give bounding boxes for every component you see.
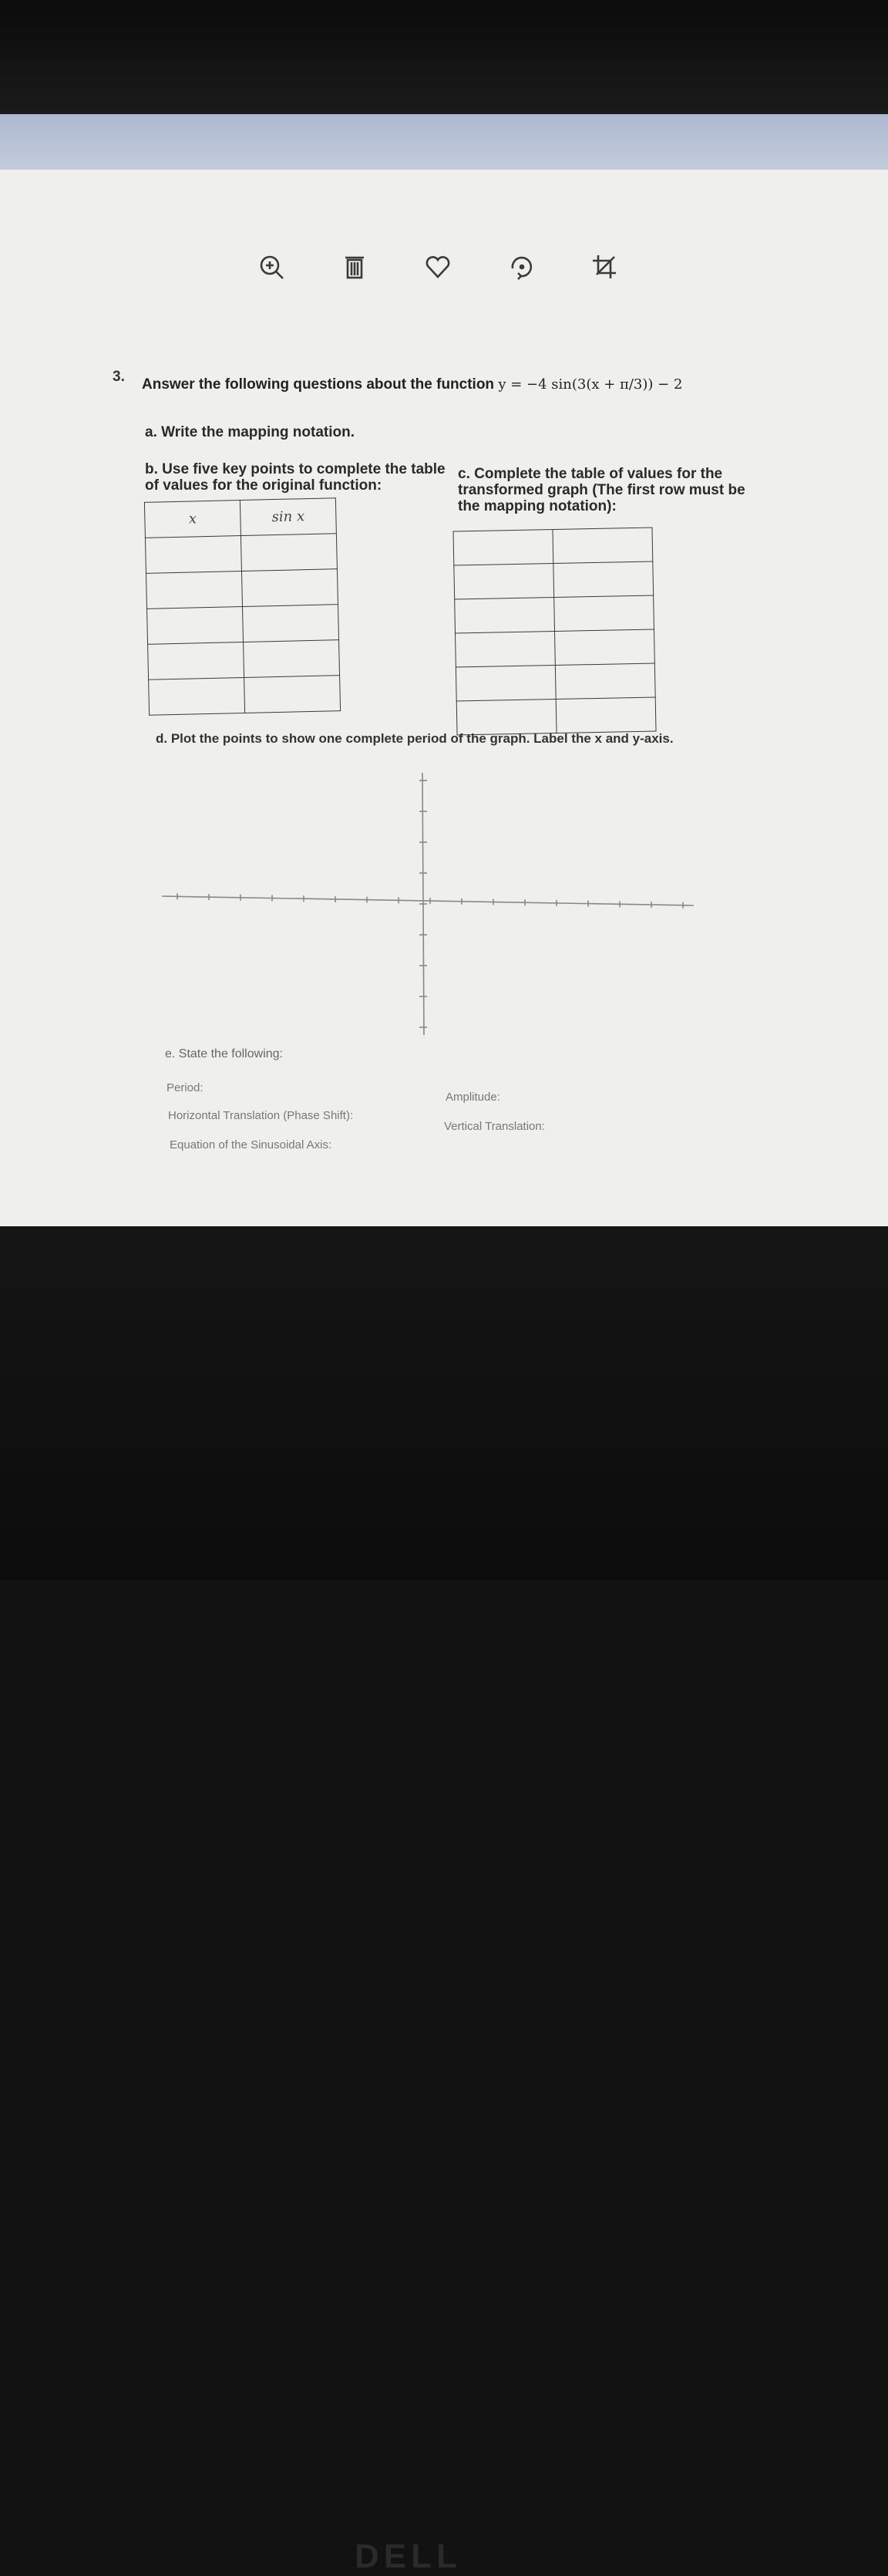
table-cell[interactable] [553,561,654,597]
image-viewer [0,170,888,1226]
table-row [147,605,339,645]
table-row [148,640,340,680]
part-e-text: e. State the following: [165,1047,283,1060]
table-row [146,569,338,609]
coordinate-axes [162,773,694,1035]
crop-icon[interactable] [587,250,621,284]
window-title-band [0,114,888,170]
table-cell[interactable] [555,629,655,665]
table-cell[interactable] [148,642,244,679]
table-row [456,663,655,701]
x-axis [162,896,694,905]
table-cell[interactable] [554,595,654,631]
question-number: 3. [113,369,125,385]
photo-background-top [0,0,888,114]
question-prompt-text: Answer the following questions about the function [142,376,495,393]
question-prompt [142,376,682,393]
favorite-icon[interactable] [421,250,455,284]
period-label: Period: [166,1081,204,1094]
original-values-table [144,497,341,716]
table-cell[interactable] [244,676,341,713]
zoom-in-icon[interactable] [254,250,288,284]
delete-icon[interactable] [338,250,372,284]
amplitude-label: Amplitude: [446,1091,500,1104]
header-x: x [144,501,240,538]
table-cell[interactable] [146,572,242,609]
table-cell[interactable] [145,536,241,574]
monitor-screen [0,114,888,1226]
table-cell[interactable] [147,607,244,645]
table-cell[interactable] [453,530,553,565]
transformed-values-table [452,528,656,736]
table-cell[interactable] [240,534,337,572]
rotate-icon[interactable] [504,250,538,284]
table-cell[interactable] [244,640,340,678]
table-row [453,528,653,565]
table-row [456,697,656,735]
table-cell[interactable] [454,564,554,599]
table-row [456,629,655,667]
vertical-translation-label: Vertical Translation: [444,1120,545,1133]
laptop-bezel [0,1226,888,2575]
part-a-text: a. Write the mapping notation. [145,424,355,440]
table-cell[interactable] [455,598,555,633]
table-cell[interactable] [241,569,338,607]
table-cell[interactable] [243,605,339,642]
table-cell[interactable] [456,665,556,700]
table-cell[interactable] [555,663,655,699]
part-d-text: d. Plot the points to show one complete period of the graph. Label the x and y-axis. [156,731,674,746]
table-cell[interactable] [553,528,653,563]
blank-graph-grid [162,773,694,1035]
part-b-text: b. Use five key points to complete the table of values for the original function: [145,461,446,494]
table-cell[interactable] [456,699,557,734]
dell-logo: DELL [355,2537,462,2575]
function-equation: y = −4 sin(3(x + π/3)) − 2 [498,376,683,393]
table-row [145,534,337,574]
header-sin-x: sin x [240,498,336,536]
table-cell[interactable] [556,697,656,733]
table-row [144,498,336,538]
horizontal-translation-label: Horizontal Translation (Phase Shift): [168,1109,354,1122]
table-row [149,676,341,716]
table-cell[interactable] [456,632,556,667]
table-cell[interactable] [149,677,245,715]
part-c-text: c. Complete the table of values for the transformed graph (The first row must be the mapping notation): [458,466,745,514]
sinusoidal-axis-label: Equation of the Sinusoidal Axis: [170,1138,332,1151]
table-row [454,561,654,599]
table-row [455,595,654,633]
viewer-toolbar [254,250,624,296]
